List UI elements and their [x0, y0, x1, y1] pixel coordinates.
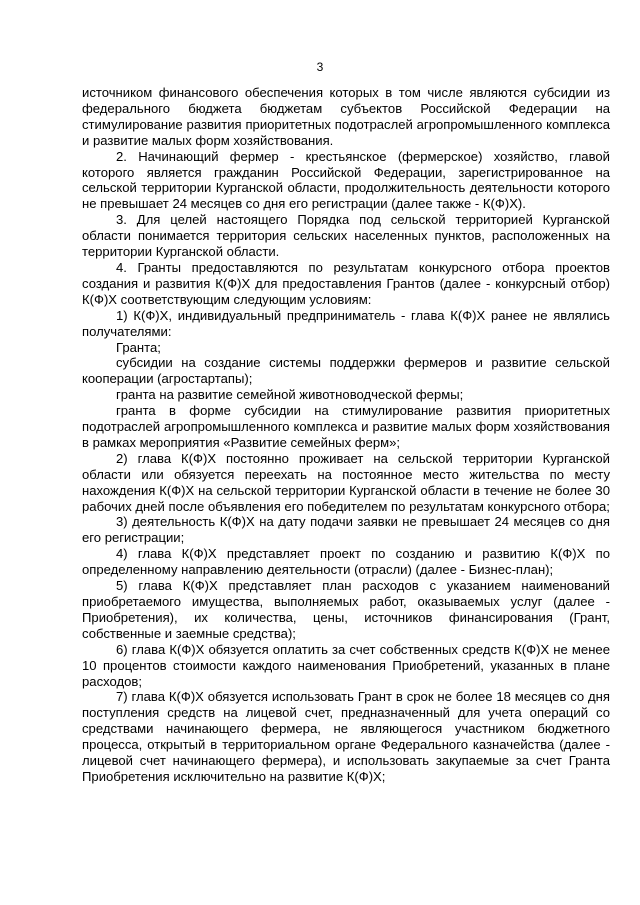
paragraph: 2) глава К(Ф)Х постоянно проживает на сельской территории Курганской области или обязуется переехать на постоянное место жительства по месту нахождения К(Ф)Х на сельской территории Курганской области в течение не более 30 рабочих дней после объявления его победителем по результатам конкурсного отбора;: [82, 450, 610, 514]
paragraph: субсидии на создание системы поддержки фермеров и развитие сельской кооперации (агростартапы);: [82, 355, 610, 387]
paragraph: Гранта;: [116, 339, 161, 355]
paragraph: 2. Начинающий фермер - крестьянское (фермерское) хозяйство, главой которого является гражданин Российской Федерации, зарегистрированное на сельской территории Курганской области, продолжительность деятельности которого не превышает 24 месяцев со дня его регистрации (далее также - К(Ф)Х).: [82, 148, 610, 212]
paragraph: 4) глава К(Ф)Х представляет проект по созданию и развитию К(Ф)Х по определенному направлению деятельности (отрасли) (далее - Бизнес-план);: [82, 546, 610, 578]
paragraph: 7) глава К(Ф)Х обязуется использовать Грант в срок не более 18 месяцев со дня поступления средств на лицевой счет, предназначенный для учета операций со средствами начинающего фермера, не являющегося участником бюджетного процесса, открытый в территориальном органе Федерального казначейства (далее - лицевой счет начинающего фермера), и использовать закупаемые за счет Гранта Приобретения исключительно на развитие К(Ф)Х;: [82, 689, 610, 784]
paragraph: 6) глава К(Ф)Х обязуется оплатить за счет собственных средств К(Ф)Х не менее 10 процентов стоимости каждого наименования Приобретений, указанных в плане расходов;: [82, 641, 610, 689]
paragraph: гранта на развитие семейной животноводческой фермы;: [116, 387, 464, 403]
paragraph: 3. Для целей настоящего Порядка под сельской территорией Курганской области понимается территория сельских населенных пунктов, расположенных на территории Курганской области.: [82, 212, 610, 260]
paragraph: источником финансового обеспечения которых в том числе являются субсидии из федерального бюджета бюджетам субъектов Российской Федерации на стимулирование развития приоритетных подотраслей агропромышленного комплекса и развитие малых форм хозяйствования.: [82, 85, 610, 148]
paragraph: 1) К(Ф)Х, индивидуальный предприниматель - глава К(Ф)Х ранее не являлись получателями:: [82, 307, 610, 339]
paragraph: 5) глава К(Ф)Х представляет план расходов с указанием наименований приобретаемого имущества, выполняемых работ, оказываемых услуг (далее - Приобретения), их количества, цены, источников финансирования (Грант, собственные и заемные средства);: [82, 578, 610, 641]
paragraph: 4. Гранты предоставляются по результатам конкурсного отбора проектов создания и развития К(Ф)Х для предоставления Грантов (далее - конкурсный отбор) К(Ф)Х соответствующим следующим условиям:: [82, 259, 610, 307]
page-number: 3: [316, 60, 324, 74]
document-body: [82, 85, 610, 785]
paragraph: гранта в форме субсидии на стимулирование развития приоритетных подотраслей агропромышленного комплекса и развитие малых форм хозяйствования в рамках мероприятия «Развитие семейных ферм»;: [82, 403, 610, 450]
paragraph: 3) деятельность К(Ф)Х на дату подачи заявки не превышает 24 месяцев со дня его регистрации;: [82, 514, 610, 546]
